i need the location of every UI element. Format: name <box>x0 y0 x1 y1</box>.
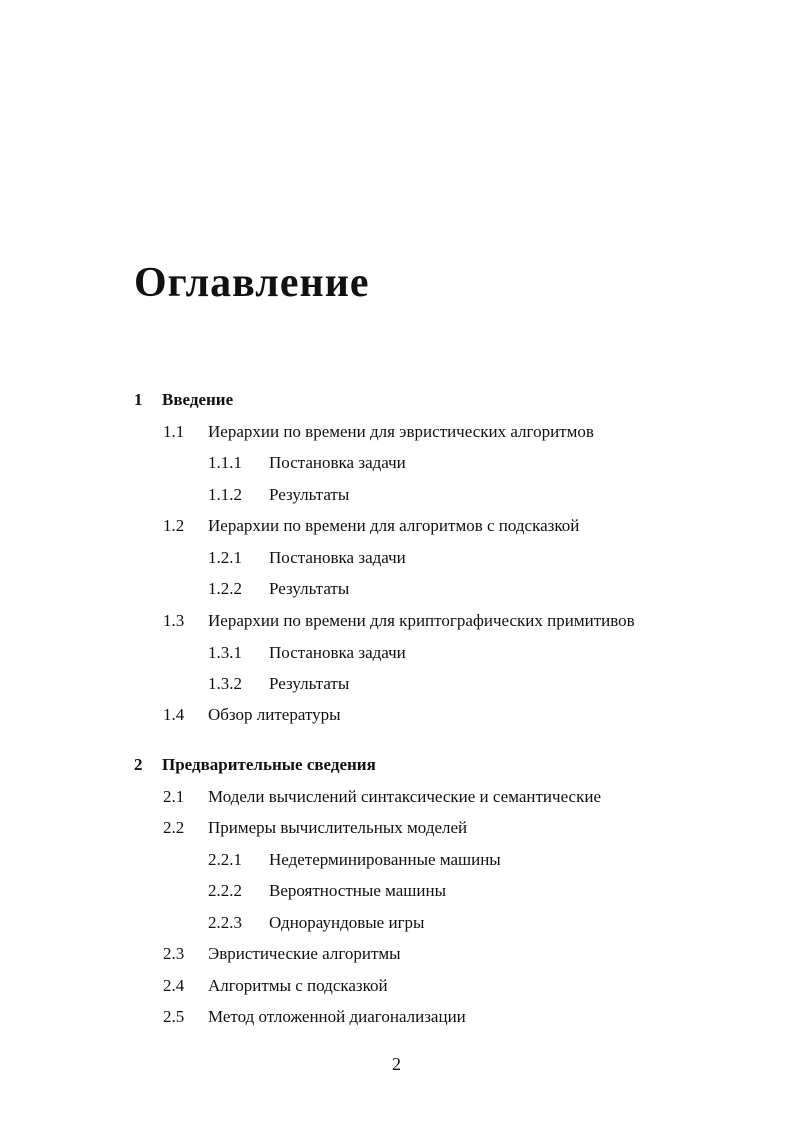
toc-entry-title: Алгоритмы с подсказкой <box>208 974 394 998</box>
toc-entry-number: 1.1.1 <box>208 453 242 472</box>
toc-entry-number: 2.2.2 <box>208 881 242 900</box>
toc-entry-number: 2.2 <box>163 818 185 837</box>
toc-entry-number: 1.3.1 <box>208 643 242 662</box>
toc-entry-number: 2.2.3 <box>208 913 242 932</box>
toc-entry-number: 2.5 <box>163 1007 185 1026</box>
toc-entry-title: Иерархии по времени для криптографических примитивов <box>208 609 641 633</box>
toc-entry-title: Иерархии по времени для алгоритмов с подсказкой <box>208 514 585 538</box>
toc-entry-number: 2.1 <box>163 787 185 806</box>
toc-entry-number: 1.2 <box>163 516 185 535</box>
toc-entry-title: Модели вычислений синтаксические и семантические <box>208 785 607 809</box>
toc-entry-title: Постановка задачи <box>269 451 412 475</box>
toc-entry-number: 1.1 <box>163 422 185 441</box>
toc-entry-title: Постановка задачи <box>269 641 412 665</box>
toc-entry-number: 1.3 <box>163 611 185 630</box>
toc-entry-number: 1 <box>134 390 143 409</box>
toc-entry-number: 2 <box>134 755 143 774</box>
toc-entry-title: Метод отложенной диагонализации <box>208 1005 472 1029</box>
toc-entry-title: Иерархии по времени для эвристических алгоритмов <box>208 420 600 444</box>
toc-entry-number: 2.3 <box>163 944 185 963</box>
toc-entry-title: Вероятностные машины <box>269 879 452 903</box>
toc-entry-title: Постановка задачи <box>269 546 412 570</box>
toc-entry-number: 2.4 <box>163 976 185 995</box>
toc-entry-title: Результаты <box>269 577 355 601</box>
toc-entry-title: Однораундовые игры <box>269 911 430 935</box>
toc-entry-number: 1.4 <box>163 705 185 724</box>
page-number: 2 <box>392 1054 401 1074</box>
toc-entry-number: 1.2.1 <box>208 548 242 567</box>
toc-entry-number: 2.2.1 <box>208 850 242 869</box>
toc-entry-number: 1.2.2 <box>208 579 242 598</box>
toc-entry-title: Примеры вычислительных моделей <box>208 816 473 840</box>
toc-entry-title: Обзор литературы <box>208 703 347 727</box>
toc-entry-title: Предварительные сведения <box>162 753 382 777</box>
toc-entry-number: 1.1.2 <box>208 485 242 504</box>
toc-entry-title: Введение <box>162 388 239 412</box>
toc-entry-title: Результаты <box>269 672 355 696</box>
toc-entry-title: Эвристические алгоритмы <box>208 942 407 966</box>
toc-entry-number: 1.3.2 <box>208 674 242 693</box>
toc-entry-title: Недетерминированные машины <box>269 848 507 872</box>
toc-entry-title: Результаты <box>269 483 355 507</box>
page-title: Оглавление <box>134 260 370 306</box>
